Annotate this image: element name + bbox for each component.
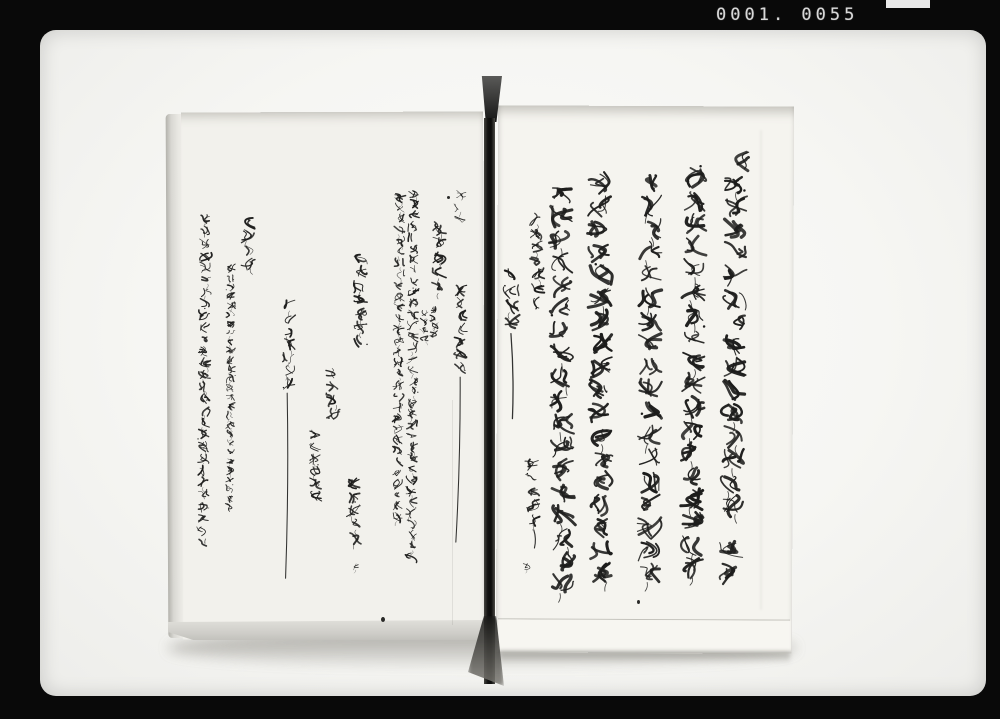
film-frame-counter: 0001. 0055 [716,5,859,25]
right-page-underfold [498,619,791,653]
ink-speck [447,196,450,199]
ink-speck [381,617,385,622]
right-page-bottom-shadow [500,652,790,664]
binding-gutter [484,118,495,684]
ink-speck [637,600,640,604]
right-page [496,105,794,653]
left-page-bottom-edge [168,620,484,640]
right-page-vertical-crease [760,130,762,610]
left-page-crease [452,400,453,625]
left-page [181,111,485,639]
